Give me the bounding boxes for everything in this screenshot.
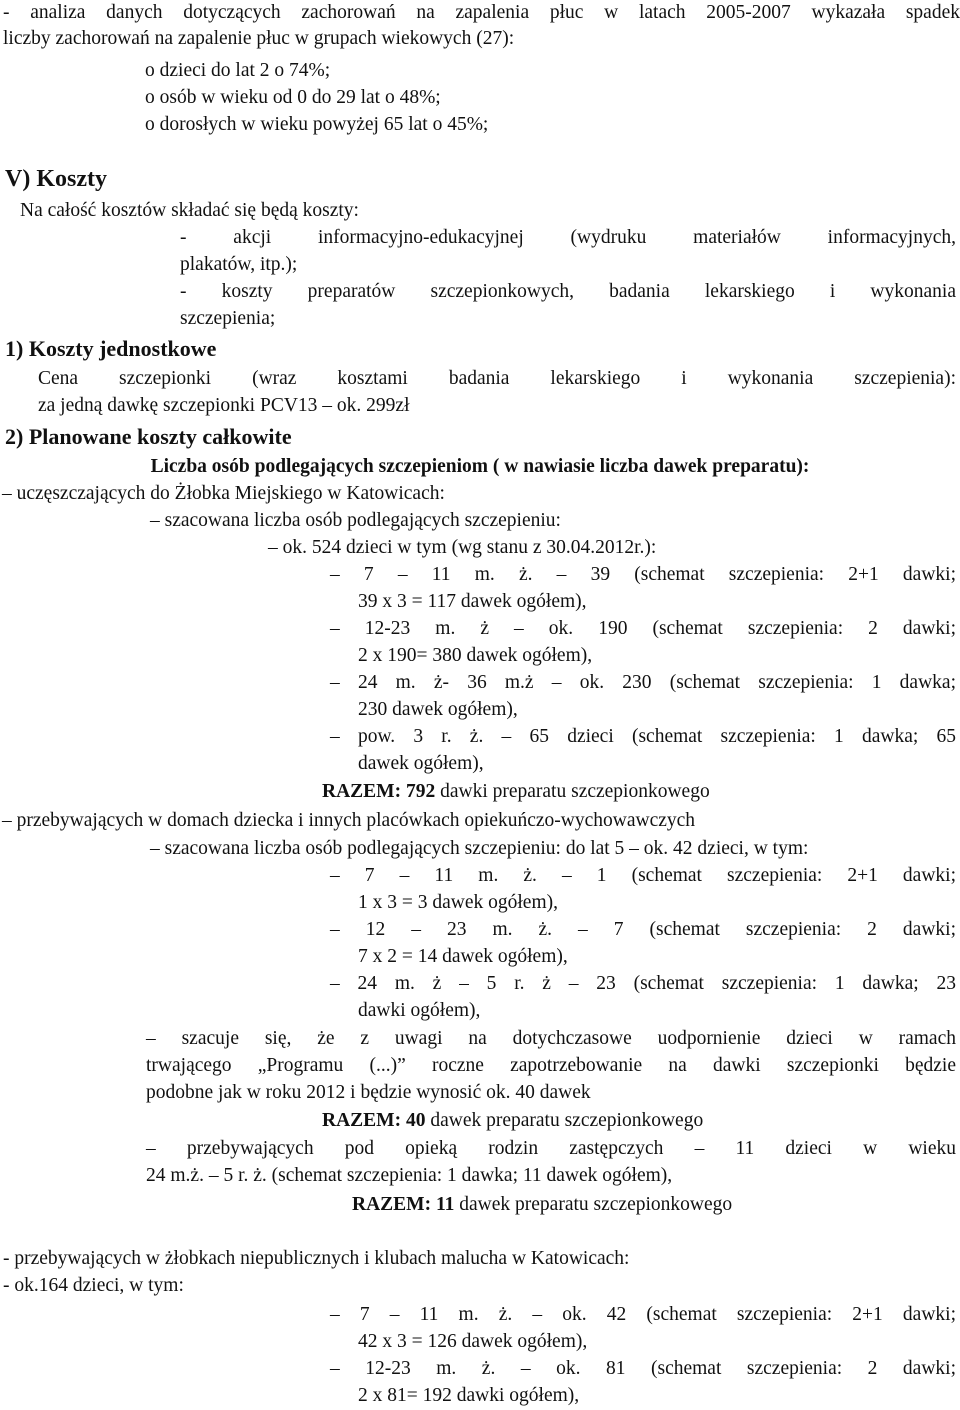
text-line: – 12 – 23 m. ż. – 7 (schemat szczepienia: 2 dawki; (330, 919, 956, 940)
text-line: 42 x 3 = 126 dawek ogółem), (358, 1331, 588, 1352)
text-line: 1 x 3 = 3 dawek ogółem), (358, 892, 558, 913)
text-line: szczepienia; (180, 308, 276, 329)
text-line: – 7 – 11 m. ż. – 39 (schemat szczepienia: 2+1 dawki; (330, 564, 956, 585)
text-line (322, 779, 710, 805)
text-line: – szacuje się, że z uwagi na dotychczasowe uodpornienie dzieci w ramach (146, 1028, 956, 1049)
text-line: 2 x 81= 192 dawki ogółem), (358, 1385, 580, 1406)
text-line: 1) Koszty jednostkowe (5, 336, 217, 361)
text-line: – 7 – 11 m. ż. – 1 (schemat szczepienia: 2+1 dawki; (330, 865, 956, 886)
text-line: - analiza danych dotyczących zachorowań na zapalenia płuc w latach 2005-2007 wykazała spadek (3, 2, 960, 23)
text-line: – przebywających w domach dziecka i innych placówkach opiekuńczo-wychowawczych (2, 810, 696, 831)
text-line: dawek ogółem), (358, 753, 484, 774)
text-line: Na całość kosztów składać się będą koszty: (20, 200, 359, 221)
text-line: – ok. 524 dzieci w tym (wg stanu z 30.04.2012r.): (268, 537, 657, 558)
text-line: - akcji informacyjno-edukacyjnej (wydruku materiałów informacyjnych, (180, 227, 956, 248)
text-line: plakatów, itp.); (180, 254, 298, 275)
text-line: – 12-23 m. ż. – ok. 81 (schemat szczepienia: 2 dawki; (330, 1358, 956, 1379)
text-line: 230 dawek ogółem), (358, 699, 518, 720)
razem-description: dawek preparatu szczepionkowego (454, 1194, 733, 1215)
text-line: Cena szczepionki (wraz kosztami badania lekarskiego i wykonania szczepienia): (38, 368, 956, 389)
text-line: o dorosłych w wieku powyżej 65 lat o 45%; (145, 114, 489, 135)
razem-total-label: RAZEM: 40 (322, 1110, 426, 1131)
text-line: trwającego „Programu (...)” roczne zapotrzebowanie na dawki szczepionki będzie (146, 1055, 956, 1076)
text-line: Liczba osób podlegających szczepieniom ( w nawiasie liczba dawek preparatu): (150, 456, 810, 477)
text-line: – 24 m. ż – 5 r. ż – 23 (schemat szczepienia: 1 dawka; 23 (330, 973, 956, 994)
text-line: – pow. 3 r. ż. – 65 dzieci (schemat szczepienia: 1 dawka; 65 (330, 726, 956, 747)
text-line: - koszty preparatów szczepionkowych, badania lekarskiego i wykonania (180, 281, 956, 302)
text-line: 2 x 190= 380 dawek ogółem), (358, 645, 593, 666)
text-line: V) Koszty (5, 166, 107, 192)
text-line: – uczęszczających do Żłobka Miejskiego w Katowicach: (2, 483, 445, 504)
text-line: – 24 m. ż- 36 m.ż – ok. 230 (schemat szczepienia: 1 dawka; (330, 672, 956, 693)
razem-description: dawki preparatu szczepionkowego (435, 781, 710, 802)
text-line: – 12-23 m. ż – ok. 190 (schemat szczepienia: 2 dawki; (330, 618, 956, 639)
text-line: 24 m.ż. – 5 r. ż. (schemat szczepienia: 1 dawka; 11 dawek ogółem), (146, 1165, 673, 1186)
razem-description: dawek preparatu szczepionkowego (425, 1110, 704, 1131)
text-line: – szacowana liczba osób podlegających szczepieniu: do lat 5 – ok. 42 dzieci, w tym: (150, 838, 809, 859)
text-line (322, 1108, 703, 1134)
text-line: – przebywających pod opieką rodzin zastępczych – 11 dzieci w wieku (146, 1138, 956, 1159)
razem-total-label: RAZEM: 11 (352, 1194, 455, 1215)
text-line (352, 1192, 732, 1218)
text-line: podobne jak w roku 2012 i będzie wynosić ok. 40 dawek (146, 1082, 591, 1103)
text-line: – 7 – 11 m. ż. – ok. 42 (schemat szczepienia: 2+1 dawki; (330, 1304, 956, 1325)
text-line: - ok.164 dzieci, w tym: (3, 1275, 184, 1296)
razem-total-label: RAZEM: 792 (322, 781, 436, 802)
text-line: 7 x 2 = 14 dawek ogółem), (358, 946, 568, 967)
text-line: – szacowana liczba osób podlegających szczepieniu: (150, 510, 561, 531)
text-line: 2) Planowane koszty całkowite (5, 424, 292, 449)
text-line: o dzieci do lat 2 o 74%; (145, 60, 331, 81)
text-line: za jedną dawkę szczepionki PCV13 – ok. 299zł (38, 395, 410, 416)
text-line: 39 x 3 = 117 dawek ogółem), (358, 591, 587, 612)
text-line: o osób w wieku od 0 do 29 lat o 48%; (145, 87, 441, 108)
text-line: - przebywających w żłobkach niepublicznych i klubach malucha w Katowicach: (3, 1248, 630, 1269)
text-line: liczby zachorowań na zapalenie płuc w grupach wiekowych (27): (3, 28, 515, 49)
text-line: dawki ogółem), (358, 1000, 481, 1021)
